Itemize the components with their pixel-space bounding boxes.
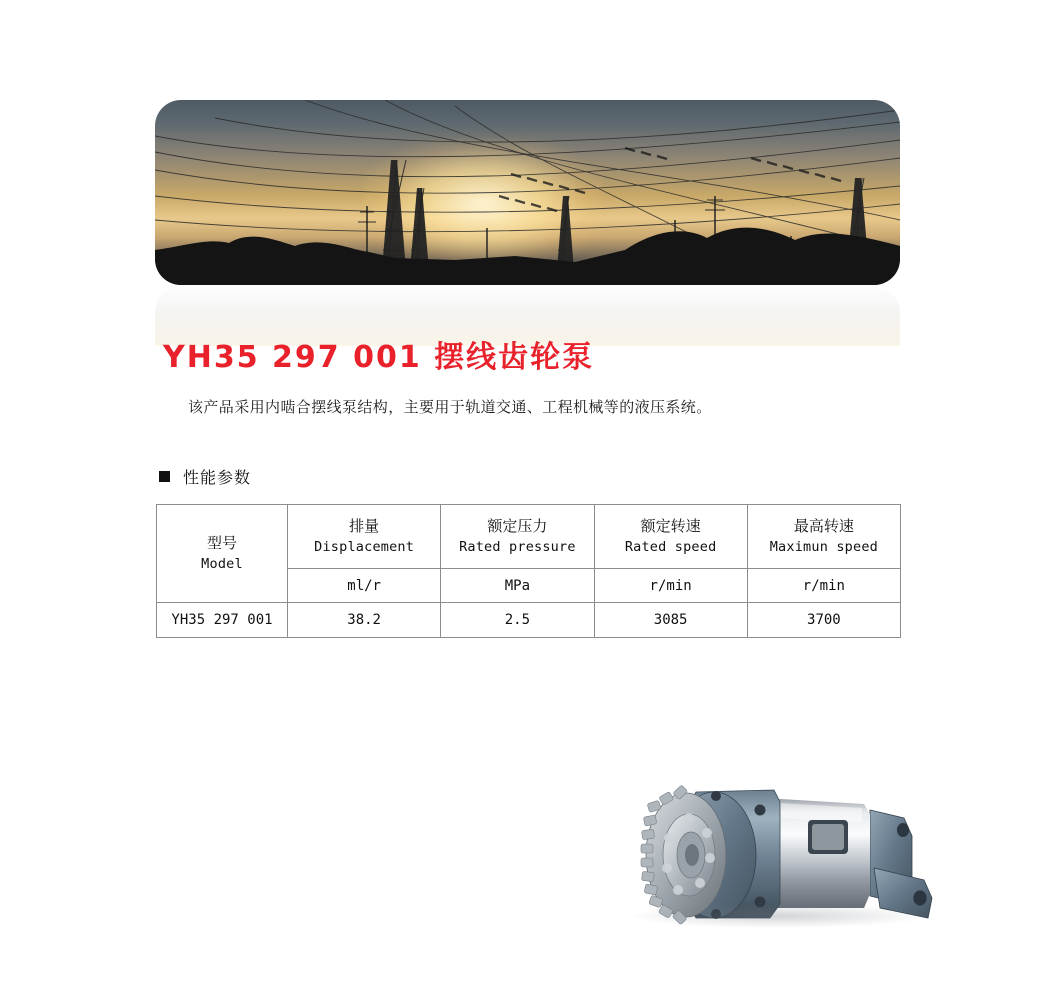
- header-en-displacement: Displacement: [314, 538, 415, 555]
- header-en-rated-pressure: Rated pressure: [459, 538, 576, 555]
- square-bullet-icon: [159, 471, 170, 482]
- unit-displacement: ml/r: [288, 569, 441, 603]
- cell-maximum-speed: 3700: [747, 603, 900, 638]
- table-header-rated-speed: [594, 505, 747, 569]
- product-photo: [612, 718, 942, 948]
- cell-rated-pressure: 2.5: [441, 603, 594, 638]
- unit-rated-pressure: MPa: [441, 569, 594, 603]
- table-row: [157, 603, 901, 638]
- power-lines-graphic: [155, 100, 900, 285]
- section-heading-label: 性能参数: [183, 468, 252, 487]
- photo-shadow: [632, 904, 924, 928]
- cell-model: YH35 297 001: [157, 603, 288, 638]
- cell-displacement: 38.2: [288, 603, 441, 638]
- section-heading: [159, 465, 251, 488]
- hero-image: [155, 100, 900, 285]
- header-cn-maximum-speed: 最高转速: [793, 516, 854, 535]
- page-title: YH35 297 001 摆线齿轮泵: [163, 340, 595, 375]
- header-en-rated-speed: Rated speed: [624, 538, 717, 555]
- cell-rated-speed: 3085: [594, 603, 747, 638]
- hero-banner: [155, 100, 900, 285]
- header-cn-rated-pressure: 额定压力: [487, 516, 548, 535]
- performance-parameters-table: [156, 504, 901, 638]
- header-cn-model: 型号: [206, 533, 237, 552]
- table-header-displacement: [288, 505, 441, 569]
- table-header-rated-pressure: [441, 505, 594, 569]
- unit-rated-speed: r/min: [594, 569, 747, 603]
- header-cn-rated-speed: 额定转速: [640, 516, 701, 535]
- product-description: 该产品采用内啮合摆线泵结构，主要用于轨道交通、工程机械等的液压系统。: [188, 398, 712, 416]
- table-header-row: [157, 505, 901, 569]
- table-header-model: [157, 505, 288, 603]
- unit-maximum-speed: r/min: [747, 569, 900, 603]
- header-en-maximum-speed: Maximun speed: [769, 538, 878, 555]
- header-en-model: Model: [201, 555, 243, 572]
- header-cn-displacement: 排量: [349, 516, 380, 535]
- table-header-maximum-speed: [747, 505, 900, 569]
